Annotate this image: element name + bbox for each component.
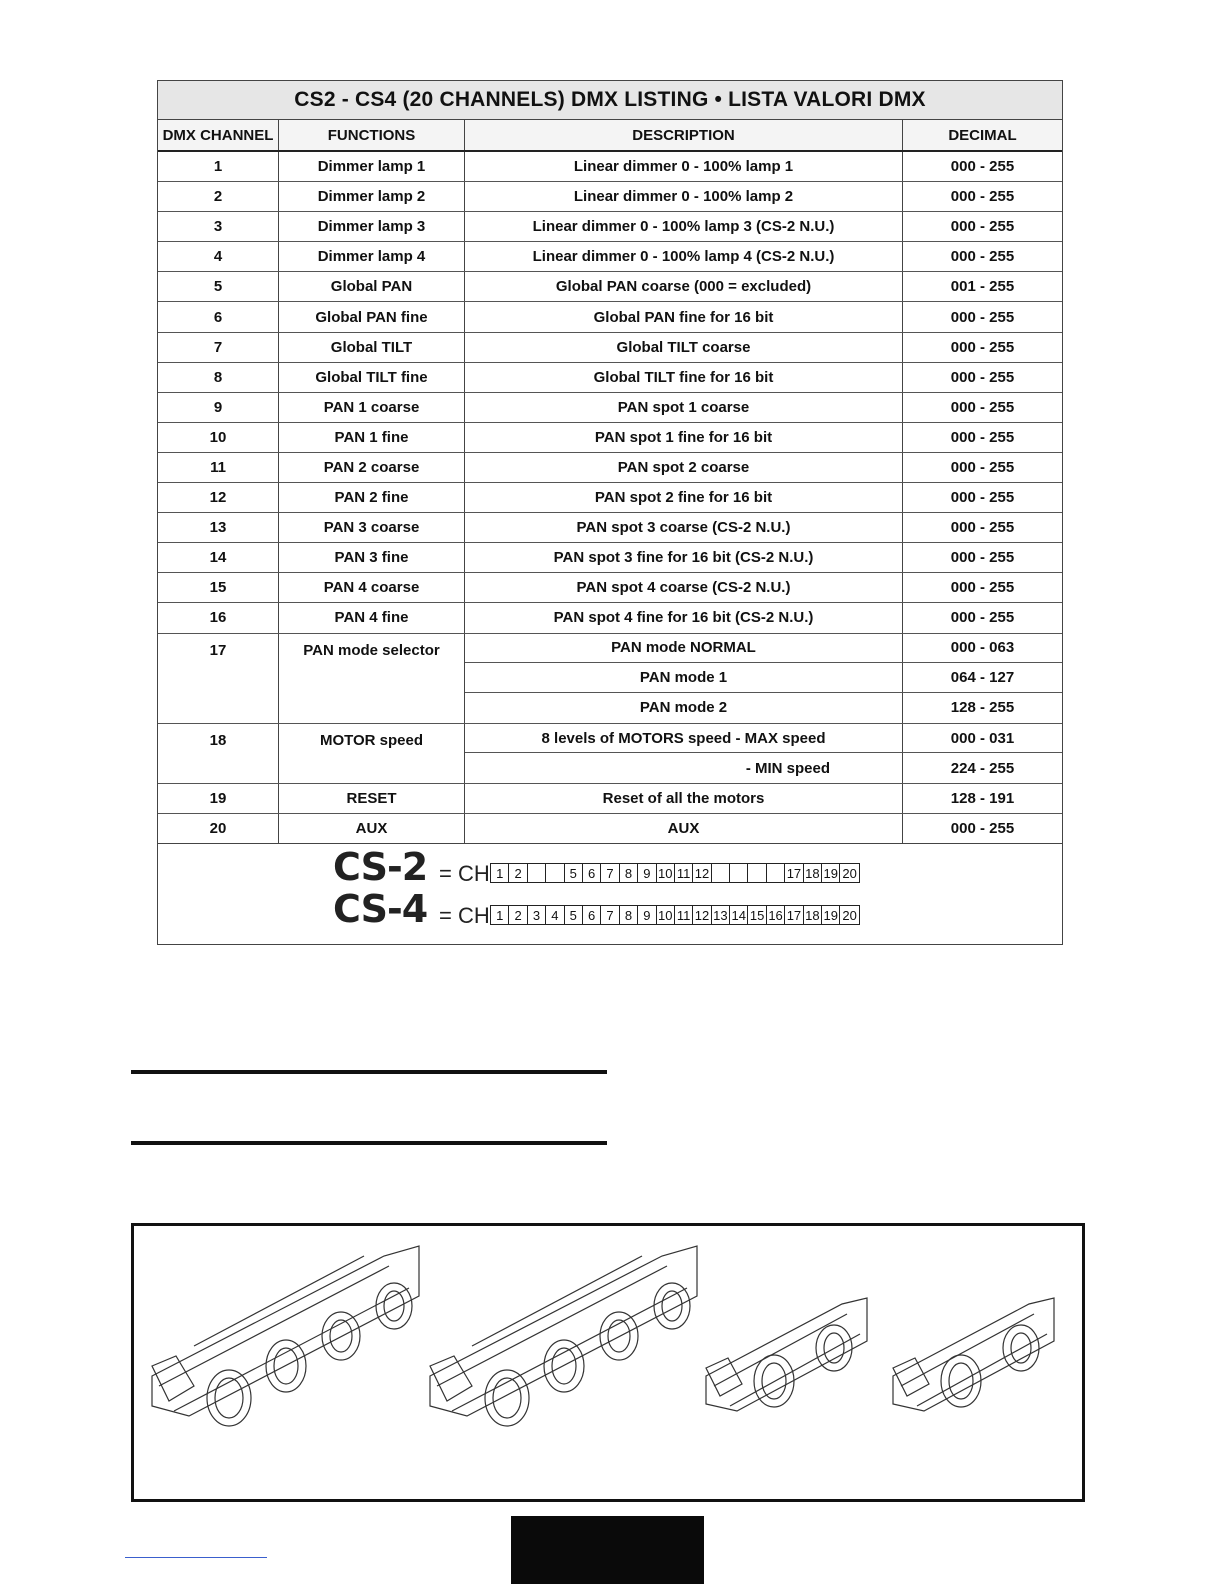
table-row-19 [158,784,1062,814]
cell-description: AUX [465,814,903,843]
cell-decimal: 000 - 255 [950,579,1015,597]
cell-description: PAN spot 1 fine for 16 bit [465,423,903,452]
cs4-channel-box: 20 [842,907,857,923]
table-row [158,453,1062,483]
cell-decimal: 000 - 063 [950,639,1015,657]
cell-decimal: 000 - 255 [950,338,1015,356]
table-row [158,393,1062,423]
cell-function: AUX [279,814,465,843]
cs4-logo: CS-4 [333,887,428,931]
cs4-channel-box: 19 [822,906,840,924]
cs4-channel-box: 11 [675,906,693,924]
subrow [465,663,1062,693]
subrows-17 [465,634,1062,723]
cs4-channel-box: 16 [767,906,785,924]
cell-channel: 17 [158,634,279,723]
table-row [158,152,1062,182]
cs2-channel-box: 7 [601,864,619,882]
cell-description: PAN spot 3 fine for 16 bit (CS-2 N.U.) [465,543,903,572]
cs2-channel-box: 5 [565,864,583,882]
cell-decimal: 000 - 255 [950,308,1015,326]
cs2-channel-box: 8 [620,864,638,882]
cell-decimal: 001 - 255 [950,278,1015,296]
cell-decimal: 000 - 255 [950,398,1015,416]
footer-link-underline[interactable] [125,1557,267,1558]
cs2-channel-box: 11 [675,864,693,882]
cell-description: Linear dimmer 0 - 100% lamp 4 (CS-2 N.U.) [465,242,903,271]
divider-line-2 [131,1141,607,1145]
cell-function: PAN 2 coarse [279,453,465,482]
table-title: CS2 - CS4 (20 CHANNELS) DMX LISTING • LISTA VALORI DMX [158,81,1062,120]
cell-channel: 15 [158,573,279,602]
cell-channel: 19 [158,784,279,813]
cs2-channel-box: 18 [804,864,822,882]
cell-function: PAN 4 coarse [279,573,465,602]
cell-channel: 11 [158,453,279,482]
cell-description: PAN mode NORMAL [465,634,903,663]
header-description: DESCRIPTION [465,120,903,150]
cell-channel: 18 [158,724,279,783]
cs2-channel-box: 10 [657,864,675,882]
cell-decimal: 000 - 255 [950,248,1015,266]
cs2-channel-box: 2 [509,864,527,882]
page-number-tab [511,1516,704,1584]
table-row [158,302,1062,332]
cs2-channel-box: 6 [583,864,601,882]
table-body [158,152,1062,634]
header-functions: FUNCTIONS [279,120,465,150]
cell-channel: 9 [158,393,279,422]
table-header [158,120,1062,152]
cell-description: PAN spot 1 coarse [465,393,903,422]
table-row [158,423,1062,453]
cell-description: Reset of all the motors [465,784,903,813]
cell-channel: 16 [158,603,279,632]
table-row [158,333,1062,363]
cell-function: Global PAN [279,272,465,301]
cs4-channel-box: 6 [583,906,601,924]
cell-description: PAN spot 2 coarse [465,453,903,482]
table-grid [158,120,1062,844]
cell-decimal: 224 - 255 [950,759,1015,777]
cell-function: Global TILT [279,333,465,362]
cs4-channel-box: 14 [730,906,748,924]
cell-description: Linear dimmer 0 - 100% lamp 1 [465,152,903,181]
cell-description: 8 levels of MOTORS speed - MAX speed [465,724,903,753]
cell-channel: 6 [158,302,279,331]
cell-description: Linear dimmer 0 - 100% lamp 3 (CS-2 N.U.) [465,212,903,241]
cell-decimal: 000 - 255 [950,458,1015,476]
cs4-channel-box: 7 [601,906,619,924]
cell-function: PAN 1 fine [279,423,465,452]
cs2-channel-box: 9 [638,864,656,882]
cs2-channel-box [730,864,748,882]
table-row [158,603,1062,633]
cell-function: PAN 4 fine [279,603,465,632]
cs2-channel-box: 17 [785,864,803,882]
cell-decimal: 000 - 255 [950,158,1015,176]
cell-channel: 14 [158,543,279,572]
cell-description: - MIN speed [465,753,903,783]
cs2-channel-box [528,864,546,882]
cell-channel: 5 [158,272,279,301]
cell-channel: 13 [158,513,279,542]
subrows-18 [465,724,1062,783]
cell-function: Dimmer lamp 4 [279,242,465,271]
cell-decimal: 000 - 255 [950,519,1015,537]
subrow [465,753,1062,783]
channel-legend [158,841,1062,945]
cell-function: PAN 3 fine [279,543,465,572]
cs4-channel-box: 18 [804,906,822,924]
cs4-channel-box: 4 [546,906,564,924]
dmx-table [157,80,1063,945]
header-decimal: DECIMAL [948,126,1017,144]
cs2-channel-box: 20 [842,865,857,881]
cell-function: PAN 2 fine [279,483,465,512]
table-row [158,483,1062,513]
cs2-logo: CS-2 [333,845,428,889]
cell-decimal: 128 - 255 [950,699,1015,717]
cs2-channel-box [748,864,766,882]
cell-decimal: 000 - 255 [950,218,1015,236]
cell-function: Dimmer lamp 1 [279,152,465,181]
cell-channel: 3 [158,212,279,241]
table-row [158,363,1062,393]
cell-description: Global PAN fine for 16 bit [465,302,903,331]
cell-description: PAN spot 4 fine for 16 bit (CS-2 N.U.) [465,603,903,632]
cs4-channel-box: 17 [785,906,803,924]
table-row [158,573,1062,603]
header-dmx-channel: DMX CHANNEL [158,120,279,150]
cell-function: PAN 1 coarse [279,393,465,422]
cs4-channel-box: 2 [509,906,527,924]
cell-description: PAN spot 3 coarse (CS-2 N.U.) [465,513,903,542]
cell-decimal: 000 - 255 [950,609,1015,627]
cs4-channel-box: 8 [620,906,638,924]
cell-decimal: 064 - 127 [950,669,1015,687]
cs4-channel-box: 15 [748,906,766,924]
cell-function: Dimmer lamp 3 [279,212,465,241]
cs4-channel-box: 5 [565,906,583,924]
cell-decimal: 000 - 255 [950,820,1015,838]
cell-function: Global PAN fine [279,302,465,331]
cell-description: Global TILT coarse [465,333,903,362]
subrow [465,724,1062,754]
cell-decimal: 000 - 255 [950,188,1015,206]
cs2-channel-box [712,864,730,882]
cs4-channel-box: 12 [693,906,711,924]
cs4-channel-box: 9 [638,906,656,924]
table-row [158,182,1062,212]
cell-decimal: 000 - 255 [950,428,1015,446]
cs2-channel-box: 1 [491,864,509,882]
cell-channel: 20 [158,814,279,843]
table-row [158,272,1062,302]
cell-description: Global TILT fine for 16 bit [465,363,903,392]
cell-description: PAN spot 4 coarse (CS-2 N.U.) [465,573,903,602]
product-illustration-frame [131,1223,1085,1502]
table-row [158,242,1062,272]
subrow [465,634,1062,664]
cell-decimal: 000 - 255 [950,489,1015,507]
cs4-channel-box: 10 [657,906,675,924]
cell-description: PAN spot 2 fine for 16 bit [465,483,903,512]
table-row-17 [158,634,1062,724]
cell-channel: 2 [158,182,279,211]
cell-decimal: 000 - 031 [950,729,1015,747]
cell-description: Global PAN coarse (000 = excluded) [465,272,903,301]
table-row [158,212,1062,242]
cell-function: MOTOR speed [279,724,465,783]
table-row-18 [158,724,1062,784]
cs4-eq-ch: = CH [439,903,490,928]
cs4-channel-box: 13 [712,906,730,924]
cs2-channel-boxes [490,863,860,883]
cs4-fixture-drawing-1 [152,1246,419,1426]
cs2-channel-box [546,864,564,882]
table-row [158,513,1062,543]
cell-description: PAN mode 1 [465,663,903,692]
cs2-channel-box [767,864,785,882]
cs4-channel-boxes [490,905,860,925]
cell-channel: 8 [158,363,279,392]
cell-channel: 4 [158,242,279,271]
cell-channel: 10 [158,423,279,452]
table-row-20 [158,814,1062,844]
cell-function: Dimmer lamp 2 [279,182,465,211]
cs4-channel-box: 3 [528,906,546,924]
cs4-channel-box: 1 [491,906,509,924]
cell-channel: 7 [158,333,279,362]
cell-description: Linear dimmer 0 - 100% lamp 2 [465,182,903,211]
cell-channel: 1 [158,152,279,181]
cell-description: PAN mode 2 [465,693,903,723]
table-row [158,543,1062,573]
cs2-eq-ch: = CH [439,861,490,886]
fixture-illustrations [134,1226,1082,1499]
cell-function: PAN 3 coarse [279,513,465,542]
cs2-channel-box: 19 [822,864,840,882]
cell-function: Global TILT fine [279,363,465,392]
subrow [465,693,1062,723]
divider-line-1 [131,1070,607,1074]
cell-decimal: 000 - 255 [950,549,1015,567]
cell-function: RESET [279,784,465,813]
cs2-channel-box: 12 [693,864,711,882]
cell-channel: 12 [158,483,279,512]
cell-decimal: 128 - 191 [950,790,1015,808]
cell-decimal: 000 - 255 [950,368,1015,386]
cell-function: PAN mode selector [279,634,465,723]
